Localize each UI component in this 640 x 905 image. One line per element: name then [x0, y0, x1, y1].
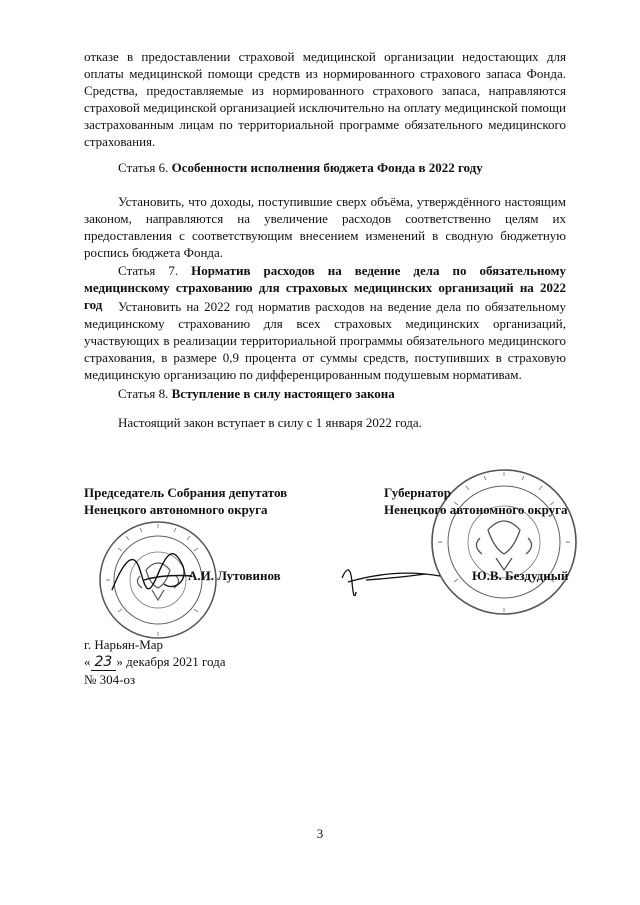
- article-7-title: Норматив расходов на ведение дела по обязательному медицинскому страхованию для страховых медицинских организаций на 2022 год: [84, 263, 566, 312]
- article-7-text: Установить на 2022 год норматив расходов на ведение дела по обязательному медицинскому страхованию для всех страховых медицинских организаций, участвующих в реализации территориальной программы обязательного медицинского страхования, в размере 0,9 процента от суммы средств, поступивших в страховую медицинскую организацию по дифференцированным подушевым нормативам.: [84, 299, 566, 382]
- law-number: № 304-оз: [84, 672, 136, 687]
- right-signature-mark: [336, 556, 446, 596]
- article-6-body: [84, 193, 566, 261]
- article-6-text: Установить, что доходы, поступившие сверх объёма, утверждённого настоящим законом, направляются на увеличение расходов соответственно целям их предоставления с соответствующим внесением изменений в сводную бюджетную роспись бюджета Фонда.: [84, 194, 566, 260]
- article-7-body: [84, 298, 566, 383]
- left-signatory-name: А.И. Лутовинов: [188, 568, 281, 583]
- left-signatory-block: [84, 484, 287, 518]
- article-7-prefix: Статья 7.: [118, 263, 179, 278]
- left-signatory-title-1: Председатель Собрания депутатов: [84, 485, 288, 500]
- article-8-prefix: Статья 8.: [118, 386, 169, 401]
- article-6-heading: [84, 159, 566, 176]
- right-signatory-title-2: Ненецкого автономного округа: [384, 502, 568, 517]
- article-6-title: Особенности исполнения бюджета Фонда в 2022 году: [171, 160, 483, 175]
- date-rest: » декабря 2021 года: [116, 654, 226, 669]
- document-meta: [84, 636, 225, 688]
- article-6-prefix: Статья 6.: [118, 160, 169, 175]
- article-8-heading: [84, 385, 566, 402]
- right-signatory-name: Ю.В. Бездудный: [472, 568, 569, 583]
- city-line: г. Нарьян-Мар: [84, 637, 164, 652]
- article-8-title: Вступление в силу настоящего закона: [171, 386, 395, 401]
- right-signatory-block: [384, 484, 568, 518]
- date-day-handwritten: 23: [91, 654, 117, 671]
- article-8-text: Настоящий закон вступает в силу с 1 января 2022 года.: [118, 415, 422, 430]
- date-open-quote: «: [84, 654, 91, 669]
- left-signatory-title-2: Ненецкого автономного округа: [84, 502, 268, 517]
- right-signatory-title-1: Губернатор: [384, 485, 452, 500]
- intro-paragraph: [84, 48, 566, 150]
- intro-text: отказе в предоставлении страховой медицинской организации недостающих для оплаты медицинской помощи средств из нормированного страхового запаса Фонда. Средства, предоставляемые из нормированного страхового запаса, направляются страховой медицинской организацией исключительно на оплату медицинской помощи застрахованным лицам по территориальной программе обязательного медицинского страхования.: [84, 49, 566, 149]
- page-number: 3: [316, 826, 324, 841]
- article-8-body: [84, 414, 566, 431]
- date-line: [84, 653, 225, 671]
- left-signature-mark: [104, 540, 200, 604]
